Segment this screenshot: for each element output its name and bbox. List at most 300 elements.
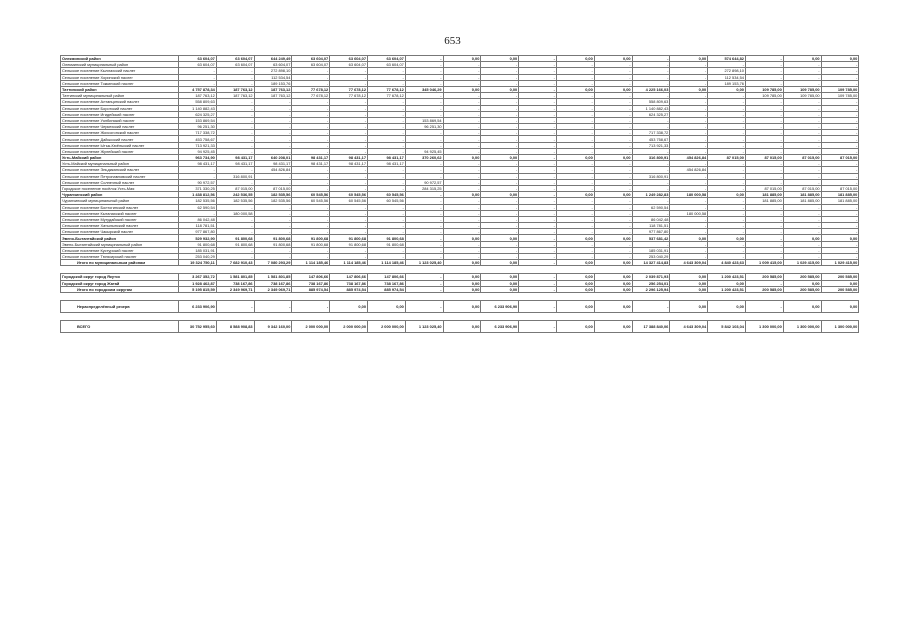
value-cell: - (254, 117, 292, 123)
value-cell: - (292, 136, 330, 142)
value-cell: - (254, 148, 292, 154)
value-cell: - (367, 130, 405, 136)
value-cell: - (481, 80, 519, 86)
value-cell: 0,00 (330, 300, 368, 312)
value-cell: 200 585,00 (821, 286, 859, 292)
value-cell: 371 330,25 (179, 185, 217, 191)
value-cell: - (632, 74, 670, 80)
value-cell: 91 800,68 (292, 241, 330, 247)
value-cell: 0,00 (443, 280, 481, 286)
value-cell: 1 114 185,46 (292, 260, 330, 266)
value-cell: 738 167,86 (292, 280, 330, 286)
value-cell: - (405, 229, 443, 235)
value-cell: - (443, 216, 481, 222)
value-cell: 0,00 (443, 235, 481, 241)
value-cell: - (330, 99, 368, 105)
value-cell: 187 763,12 (216, 93, 254, 99)
value-cell: - (443, 62, 481, 68)
value-cell: 713 921,33 (179, 142, 217, 148)
value-cell: 1 300 000,00 (745, 320, 783, 332)
value-cell: - (594, 204, 632, 210)
value-cell: 316 800,91 (632, 155, 670, 161)
value-cell: - (670, 136, 708, 142)
value-cell: 1 438 812,56 (179, 192, 217, 198)
value-cell: - (745, 173, 783, 179)
value-cell: 0,00 (594, 56, 632, 62)
value-cell: - (821, 173, 859, 179)
value-cell: 63 604,07 (367, 62, 405, 68)
value-cell: 77 678,12 (367, 93, 405, 99)
value-cell: - (708, 204, 746, 210)
value-cell: - (481, 241, 519, 247)
value-cell: - (405, 93, 443, 99)
value-cell: - (519, 56, 557, 62)
value-cell: 87 015,00 (708, 155, 746, 161)
row-label-cell: Сельское поселение Уолбинский наслег (61, 117, 179, 123)
value-cell: - (783, 173, 821, 179)
value-cell: - (216, 74, 254, 80)
row-label-cell: Чурапчинский район (61, 192, 179, 198)
value-cell: - (745, 179, 783, 185)
value-cell: - (708, 105, 746, 111)
value-cell: 0,00 (443, 286, 481, 292)
value-cell: - (708, 99, 746, 105)
value-cell: - (292, 167, 330, 173)
value-cell: 4 840 423,63 (708, 260, 746, 266)
value-cell: - (405, 68, 443, 74)
value-cell: - (330, 223, 368, 229)
value-cell: - (405, 111, 443, 117)
value-cell: - (481, 198, 519, 204)
value-cell: - (632, 167, 670, 173)
value-cell: - (594, 241, 632, 247)
value-cell: 118 781,51 (632, 223, 670, 229)
value-cell: - (292, 68, 330, 74)
value-cell: - (405, 173, 443, 179)
value-cell: 0,00 (556, 235, 594, 241)
value-cell: 7 080 293,29 (254, 260, 292, 266)
value-cell: - (216, 68, 254, 74)
value-cell: - (405, 204, 443, 210)
value-cell: - (216, 136, 254, 142)
value-cell: - (783, 223, 821, 229)
value-cell: 1 300 000,00 (783, 320, 821, 332)
value-cell: 182 535,56 (254, 192, 292, 198)
value-cell: - (594, 210, 632, 216)
value-cell: - (783, 210, 821, 216)
value-cell: 77 678,12 (292, 86, 330, 92)
value-cell: 109 785,00 (745, 93, 783, 99)
value-cell: 187 763,12 (254, 86, 292, 92)
value-cell: - (745, 130, 783, 136)
row-label-cell: Сельское поселение Петропавловский наслег (61, 173, 179, 179)
value-cell: 454 826,84 (254, 167, 292, 173)
value-cell: - (745, 280, 783, 286)
value-cell: - (179, 80, 217, 86)
value-cell: - (708, 254, 746, 260)
value-cell: - (783, 99, 821, 105)
value-cell: - (556, 148, 594, 154)
value-cell: 1 029 415,00 (821, 260, 859, 266)
value-cell: 200 585,00 (821, 274, 859, 280)
value-cell: - (708, 173, 746, 179)
value-cell: - (405, 80, 443, 86)
value-cell: 60 545,56 (292, 198, 330, 204)
value-cell: - (254, 130, 292, 136)
value-cell: - (292, 254, 330, 260)
row-label-cell: Городской округ город Жатай (61, 280, 179, 286)
value-cell: 187 763,12 (179, 93, 217, 99)
value-cell: - (367, 99, 405, 105)
value-cell: 5 842 103,04 (708, 320, 746, 332)
value-cell: 87 015,00 (745, 185, 783, 191)
value-cell: - (292, 173, 330, 179)
value-cell: 112 534,54 (708, 74, 746, 80)
total-row (61, 300, 859, 312)
value-cell: - (556, 247, 594, 253)
value-cell: 1 009 415,00 (745, 260, 783, 266)
value-cell: - (330, 210, 368, 216)
value-cell: - (632, 161, 670, 167)
value-cell: - (821, 111, 859, 117)
value-cell: 63 604,07 (292, 62, 330, 68)
value-cell: 345 046,29 (405, 86, 443, 92)
value-cell: 63 604,07 (216, 56, 254, 62)
value-cell: - (670, 247, 708, 253)
value-cell: 0,00 (556, 86, 594, 92)
value-cell: - (821, 241, 859, 247)
value-cell: - (556, 216, 594, 222)
value-cell: 189 153,76 (254, 80, 292, 86)
value-cell: 6 233 906,90 (179, 300, 217, 312)
value-cell: - (594, 167, 632, 173)
row-label-cell: Сельское поселение Токкинский наслег (61, 80, 179, 86)
value-cell: - (405, 167, 443, 173)
value-cell: 60 545,56 (367, 192, 405, 198)
value-cell: 717 338,72 (632, 130, 670, 136)
value-cell: - (405, 254, 443, 260)
value-cell: - (367, 136, 405, 142)
value-cell: - (556, 161, 594, 167)
value-cell: - (254, 216, 292, 222)
value-cell: - (783, 179, 821, 185)
value-cell: 316 800,91 (632, 173, 670, 179)
value-cell: - (632, 241, 670, 247)
value-cell: 5 195 815,59 (179, 286, 217, 292)
value-cell: 0,00 (481, 260, 519, 266)
value-cell: - (821, 80, 859, 86)
value-cell: - (443, 148, 481, 154)
value-cell: - (556, 179, 594, 185)
value-cell: - (443, 229, 481, 235)
value-cell: 62 590,54 (632, 204, 670, 210)
value-cell: - (330, 142, 368, 148)
value-cell: 2 039 871,93 (632, 274, 670, 280)
row-label-cell: Сельское поселение Алтанцинский наслег (61, 99, 179, 105)
value-cell: - (254, 204, 292, 210)
value-cell: - (783, 142, 821, 148)
value-cell: - (216, 111, 254, 117)
value-cell: - (405, 136, 443, 142)
value-cell: - (519, 210, 557, 216)
value-cell: - (519, 124, 557, 130)
value-cell: - (330, 68, 368, 74)
row-label-cell: ВСЕГО (61, 320, 179, 332)
value-cell: 0,00 (481, 86, 519, 92)
value-cell: - (519, 80, 557, 86)
value-cell: - (481, 223, 519, 229)
value-cell: 87 015,00 (254, 185, 292, 191)
value-cell: - (632, 62, 670, 68)
row-label-cell: Сельское поселение Чакырский наслег (61, 229, 179, 235)
value-cell: - (556, 241, 594, 247)
value-cell: 182 535,56 (179, 198, 217, 204)
value-cell: - (708, 124, 746, 130)
value-cell: - (367, 142, 405, 148)
value-cell: - (519, 74, 557, 80)
value-cell: - (708, 179, 746, 185)
value-cell: - (594, 74, 632, 80)
value-cell: - (330, 179, 368, 185)
value-cell: 98 431,17 (292, 155, 330, 161)
value-cell: 0,00 (481, 280, 519, 286)
value-cell: - (708, 136, 746, 142)
value-cell: - (745, 223, 783, 229)
value-cell: 181 885,00 (745, 198, 783, 204)
value-cell: 147 806,66 (292, 274, 330, 280)
value-cell: - (443, 130, 481, 136)
value-cell: - (556, 111, 594, 117)
value-cell: 1 249 282,83 (632, 192, 670, 198)
value-cell: 60 545,56 (330, 198, 368, 204)
value-cell: - (254, 210, 292, 216)
value-cell: 454 826,84 (670, 155, 708, 161)
value-cell: - (745, 235, 783, 241)
value-cell: 185 031,91 (179, 247, 217, 253)
value-cell: - (556, 204, 594, 210)
value-cell: - (292, 204, 330, 210)
value-cell: - (481, 68, 519, 74)
row-label-cell: Сельское поселение Хоринский наслег (61, 74, 179, 80)
value-cell: - (821, 216, 859, 222)
value-cell: - (481, 229, 519, 235)
value-cell: - (632, 124, 670, 130)
value-cell: - (745, 124, 783, 130)
value-cell: 885 974,54 (330, 286, 368, 292)
value-cell: - (745, 300, 783, 312)
value-cell: 6 233 906,90 (481, 320, 519, 332)
value-cell: 6 233 906,90 (481, 300, 519, 312)
value-cell: - (745, 210, 783, 216)
value-cell: - (443, 204, 481, 210)
value-cell: - (367, 247, 405, 253)
value-cell: 94 925,45 (405, 148, 443, 154)
row-label-cell: Сельское поселение Кыллахский наслег (61, 68, 179, 74)
value-cell: - (292, 210, 330, 216)
value-cell: - (783, 254, 821, 260)
value-cell: - (783, 241, 821, 247)
value-cell: - (367, 185, 405, 191)
value-cell: - (405, 74, 443, 80)
value-cell: 0,00 (556, 300, 594, 312)
value-cell: 98 431,17 (216, 155, 254, 161)
value-cell: - (443, 142, 481, 148)
value-cell: - (670, 229, 708, 235)
value-cell: 0,00 (708, 192, 746, 198)
value-cell: 640 208,01 (254, 155, 292, 161)
value-cell: 1 200 423,51 (708, 286, 746, 292)
value-cell: - (594, 80, 632, 86)
value-cell: - (670, 99, 708, 105)
value-cell: - (670, 198, 708, 204)
value-cell: - (405, 274, 443, 280)
value-cell: - (556, 167, 594, 173)
value-cell: - (481, 111, 519, 117)
value-cell: 0,00 (443, 86, 481, 92)
value-cell: - (405, 130, 443, 136)
budget-table (60, 55, 859, 333)
value-cell: - (783, 136, 821, 142)
value-cell: 91 800,68 (330, 241, 368, 247)
value-cell: 96 251,30 (405, 124, 443, 130)
value-cell: - (292, 179, 330, 185)
value-cell: - (367, 105, 405, 111)
value-cell: - (519, 198, 557, 204)
value-cell: - (292, 300, 330, 312)
value-cell: - (745, 167, 783, 173)
value-cell: - (783, 247, 821, 253)
value-cell: - (179, 173, 217, 179)
value-cell: - (594, 105, 632, 111)
value-cell: 91 800,68 (292, 235, 330, 241)
value-cell: - (556, 117, 594, 123)
value-cell: - (632, 148, 670, 154)
value-cell: 87 015,00 (783, 155, 821, 161)
value-cell: - (367, 80, 405, 86)
value-cell: 0,00 (594, 155, 632, 161)
row-label-cell: Сельское поселение Тюгясирский наслег (61, 254, 179, 260)
value-cell: 253 040,29 (632, 254, 670, 260)
value-cell: 0,00 (594, 300, 632, 312)
value-cell: - (481, 105, 519, 111)
value-cell: 1 140 882,43 (179, 105, 217, 111)
value-cell: - (670, 142, 708, 148)
value-cell: - (519, 286, 557, 292)
value-cell: - (405, 192, 443, 198)
value-cell: - (519, 93, 557, 99)
value-cell: - (405, 62, 443, 68)
value-cell: - (481, 142, 519, 148)
value-cell: - (519, 179, 557, 185)
value-cell: - (405, 99, 443, 105)
value-cell: - (367, 204, 405, 210)
value-cell: - (330, 124, 368, 130)
row-label-cell: Сельское поселение Жохсогонский наслег (61, 130, 179, 136)
value-cell: 118 781,51 (179, 223, 217, 229)
value-cell: 0,00 (594, 260, 632, 266)
value-cell: 7 682 910,43 (216, 260, 254, 266)
value-cell: 90 972,57 (179, 179, 217, 185)
value-cell: - (254, 254, 292, 260)
value-cell: 0,00 (556, 274, 594, 280)
value-cell: - (519, 216, 557, 222)
value-cell: 63 604,07 (292, 56, 330, 62)
value-cell: 2 000 000,00 (367, 320, 405, 332)
value-cell: - (330, 130, 368, 136)
value-cell: - (443, 93, 481, 99)
value-cell: - (443, 105, 481, 111)
value-cell: - (405, 280, 443, 286)
value-cell: 200 585,00 (745, 286, 783, 292)
value-cell: - (708, 142, 746, 148)
value-cell: 0,00 (443, 260, 481, 266)
value-cell: - (670, 62, 708, 68)
value-cell: - (254, 111, 292, 117)
row-label-cell: Эвено-Бытантайский муниципальный район (61, 241, 179, 247)
value-cell: 284 315,25 (405, 185, 443, 191)
value-cell: - (254, 247, 292, 253)
row-label-cell: Таттинский район (61, 86, 179, 92)
value-cell: - (481, 99, 519, 105)
value-cell: 91 800,68 (254, 235, 292, 241)
value-cell: - (254, 179, 292, 185)
value-cell: 717 338,72 (179, 130, 217, 136)
value-cell: 181 885,00 (821, 198, 859, 204)
value-cell: 1 123 025,40 (405, 260, 443, 266)
value-cell: - (556, 99, 594, 105)
value-cell: 14 327 414,83 (632, 260, 670, 266)
value-cell: 87 015,00 (821, 185, 859, 191)
value-cell: 1 928 462,87 (179, 280, 217, 286)
value-cell: - (216, 216, 254, 222)
value-cell: 0,00 (481, 235, 519, 241)
value-cell: - (821, 204, 859, 210)
value-cell: 0,00 (670, 280, 708, 286)
value-cell: - (745, 68, 783, 74)
value-cell: - (367, 210, 405, 216)
value-cell: - (821, 254, 859, 260)
value-cell: - (443, 68, 481, 74)
value-cell: 77 678,12 (367, 86, 405, 92)
row-label-cell: Сельское поселение Солнечный наслег (61, 179, 179, 185)
value-cell: 0,00 (670, 274, 708, 280)
value-cell: 1 114 185,46 (330, 260, 368, 266)
value-cell: - (519, 274, 557, 280)
page-number: 653 (444, 35, 461, 47)
value-cell: - (670, 68, 708, 74)
value-cell: 454 826,84 (670, 167, 708, 173)
value-cell: - (783, 204, 821, 210)
value-cell: - (670, 93, 708, 99)
value-cell: - (216, 223, 254, 229)
spacer-cell (61, 312, 859, 320)
value-cell: - (292, 216, 330, 222)
value-cell: - (708, 148, 746, 154)
value-cell: - (443, 167, 481, 173)
value-cell: 1 581 801,85 (216, 274, 254, 280)
value-cell: - (292, 74, 330, 80)
value-cell: - (594, 142, 632, 148)
value-cell: - (821, 136, 859, 142)
value-cell: 316 800,91 (216, 173, 254, 179)
value-cell: - (632, 179, 670, 185)
value-cell: 2 349 069,71 (254, 286, 292, 292)
value-cell: 977 867,80 (632, 229, 670, 235)
value-cell: - (594, 148, 632, 154)
value-cell: 63 604,07 (179, 62, 217, 68)
value-cell: 109 785,00 (745, 86, 783, 92)
value-cell: - (821, 105, 859, 111)
